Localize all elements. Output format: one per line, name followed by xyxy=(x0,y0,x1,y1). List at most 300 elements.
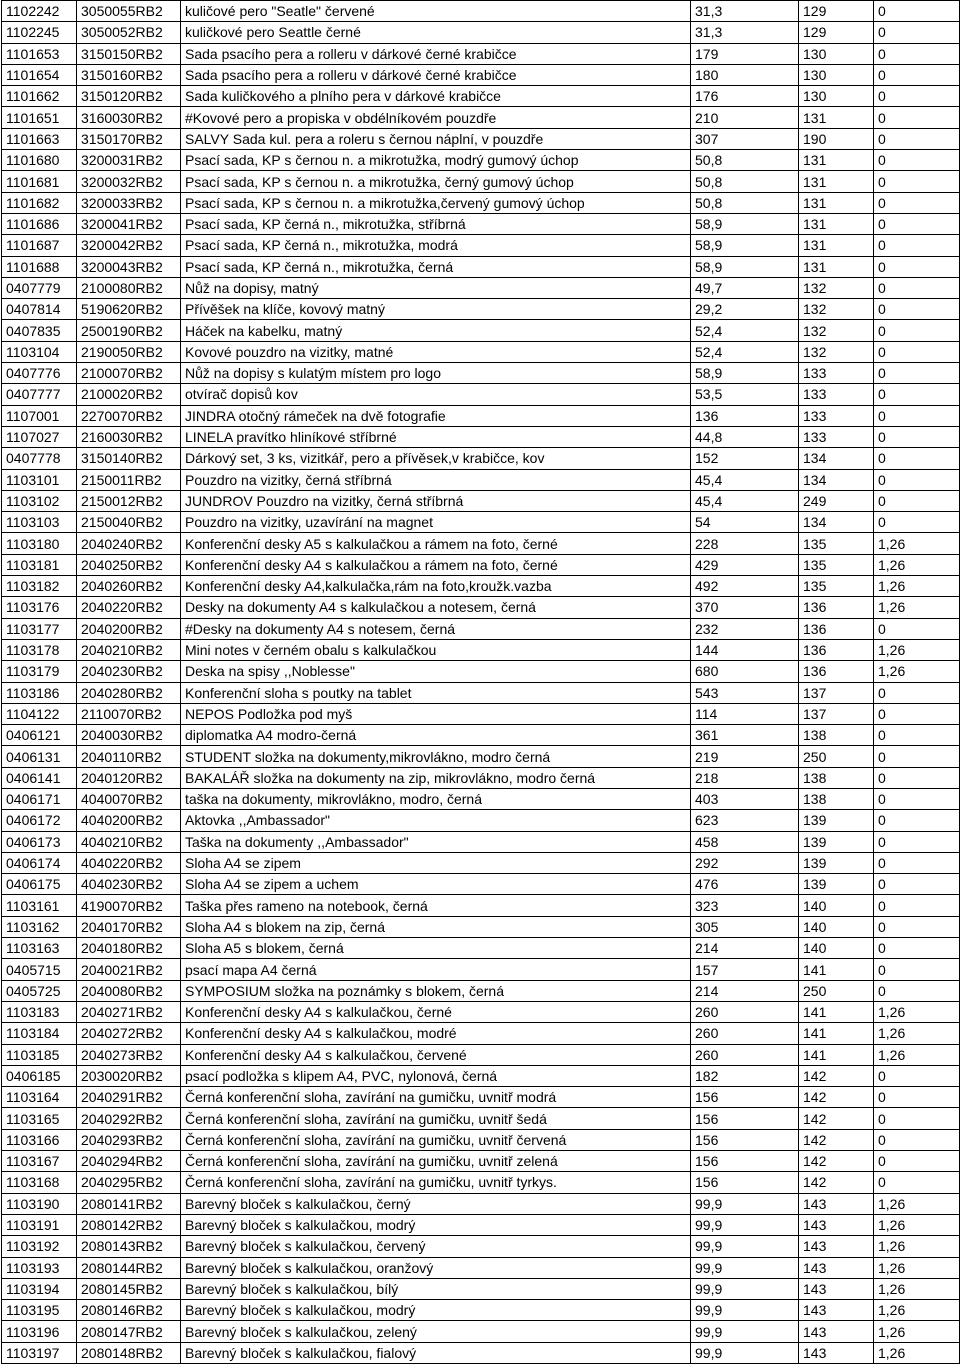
table-row xyxy=(2,810,960,831)
product-code-cell: 4040070RB2 xyxy=(77,788,181,809)
description-cell: Sada psacího pera a rolleru v dárkové černé krabičce xyxy=(181,64,691,85)
price-cell: 152 xyxy=(691,448,799,469)
item-number-cell: 1103186 xyxy=(2,682,77,703)
product-code-cell: 2040291RB2 xyxy=(77,1087,181,1108)
product-code-cell: 2030020RB2 xyxy=(77,1065,181,1086)
table-row xyxy=(2,1001,960,1022)
page-cell: 143 xyxy=(799,1193,874,1214)
fee-cell: 0 xyxy=(874,256,960,277)
description-cell: SYMPOSIUM složka na poznámky s blokem, černá xyxy=(181,980,691,1001)
item-number-cell: 0407776 xyxy=(2,363,77,384)
table-row xyxy=(2,363,960,384)
product-code-cell: 2040273RB2 xyxy=(77,1044,181,1065)
table-row xyxy=(2,959,960,980)
price-cell: 136 xyxy=(691,405,799,426)
description-cell: psací podložka s klipem A4, PVC, nylonová, černá xyxy=(181,1065,691,1086)
fee-cell: 0 xyxy=(874,192,960,213)
table-row xyxy=(2,256,960,277)
page-cell: 137 xyxy=(799,682,874,703)
page-cell: 130 xyxy=(799,86,874,107)
fee-cell: 0 xyxy=(874,938,960,959)
product-code-cell: 2270070RB2 xyxy=(77,405,181,426)
product-code-cell: 2040180RB2 xyxy=(77,938,181,959)
fee-cell: 1,26 xyxy=(874,533,960,554)
item-number-cell: 1101663 xyxy=(2,128,77,149)
price-cell: 543 xyxy=(691,682,799,703)
fee-cell: 1,26 xyxy=(874,554,960,575)
page-cell: 143 xyxy=(799,1257,874,1278)
fee-cell: 0 xyxy=(874,980,960,1001)
price-cell: 370 xyxy=(691,597,799,618)
item-number-cell: 0406175 xyxy=(2,874,77,895)
description-cell: JINDRA otočný rámeček na dvě fotografie xyxy=(181,405,691,426)
product-code-cell: 3200042RB2 xyxy=(77,235,181,256)
table-row xyxy=(2,767,960,788)
product-code-cell: 2080147RB2 xyxy=(77,1321,181,1342)
price-cell: 99,9 xyxy=(691,1214,799,1235)
page-cell: 249 xyxy=(799,490,874,511)
item-number-cell: 1103164 xyxy=(2,1087,77,1108)
table-row xyxy=(2,980,960,1001)
product-code-cell: 3200043RB2 xyxy=(77,256,181,277)
page-cell: 142 xyxy=(799,1108,874,1129)
page-cell: 138 xyxy=(799,788,874,809)
description-cell: Barevný bloček s kalkulačkou, modrý xyxy=(181,1300,691,1321)
table-row xyxy=(2,746,960,767)
table-row xyxy=(2,554,960,575)
price-cell: 403 xyxy=(691,788,799,809)
price-cell: 31,3 xyxy=(691,22,799,43)
item-number-cell: 1103179 xyxy=(2,661,77,682)
item-number-cell: 1103190 xyxy=(2,1193,77,1214)
product-code-cell: 2040170RB2 xyxy=(77,916,181,937)
description-cell: Dárkový set, 3 ks, vizitkář, pero a přívěsek,v krabičce, kov xyxy=(181,448,691,469)
item-number-cell: 1101682 xyxy=(2,192,77,213)
page-cell: 142 xyxy=(799,1087,874,1108)
item-number-cell: 1103163 xyxy=(2,938,77,959)
description-cell: Barevný bloček s kalkulačkou, oranžový xyxy=(181,1257,691,1278)
item-number-cell: 1103192 xyxy=(2,1236,77,1257)
item-number-cell: 1102245 xyxy=(2,22,77,43)
fee-cell: 0 xyxy=(874,852,960,873)
product-code-cell: 3200032RB2 xyxy=(77,171,181,192)
table-row xyxy=(2,107,960,128)
price-cell: 260 xyxy=(691,1044,799,1065)
fee-cell: 0 xyxy=(874,1,960,22)
page-cell: 137 xyxy=(799,703,874,724)
product-code-cell: 3200041RB2 xyxy=(77,213,181,234)
table-row xyxy=(2,341,960,362)
item-number-cell: 0406172 xyxy=(2,810,77,831)
page-cell: 142 xyxy=(799,1172,874,1193)
price-cell: 44,8 xyxy=(691,426,799,447)
page-cell: 141 xyxy=(799,1044,874,1065)
table-row xyxy=(2,831,960,852)
description-cell: Konferenční sloha s poutky na tablet xyxy=(181,682,691,703)
product-code-cell: 2040272RB2 xyxy=(77,1023,181,1044)
page-cell: 190 xyxy=(799,128,874,149)
product-code-cell: 2040030RB2 xyxy=(77,725,181,746)
price-cell: 210 xyxy=(691,107,799,128)
fee-cell: 0 xyxy=(874,512,960,533)
table-row xyxy=(2,682,960,703)
product-code-cell: 2080142RB2 xyxy=(77,1214,181,1235)
fee-cell: 1,26 xyxy=(874,661,960,682)
description-cell: SALVY Sada kul. pera a roleru s černou náplní, v pouzdře xyxy=(181,128,691,149)
item-number-cell: 1107027 xyxy=(2,426,77,447)
price-cell: 99,9 xyxy=(691,1236,799,1257)
table-row xyxy=(2,1300,960,1321)
table-row xyxy=(2,661,960,682)
product-code-cell: 2040260RB2 xyxy=(77,576,181,597)
description-cell: Taška přes rameno na notebook, černá xyxy=(181,895,691,916)
page-cell: 133 xyxy=(799,384,874,405)
table-row xyxy=(2,1214,960,1235)
price-cell: 180 xyxy=(691,64,799,85)
table-row xyxy=(2,1321,960,1342)
fee-cell: 0 xyxy=(874,746,960,767)
fee-cell: 0 xyxy=(874,299,960,320)
item-number-cell: 1101653 xyxy=(2,43,77,64)
item-number-cell: 1103196 xyxy=(2,1321,77,1342)
price-cell: 458 xyxy=(691,831,799,852)
table-row xyxy=(2,1257,960,1278)
item-number-cell: 1104122 xyxy=(2,703,77,724)
item-number-cell: 1101681 xyxy=(2,171,77,192)
product-code-cell: 2080145RB2 xyxy=(77,1278,181,1299)
description-cell: diplomatka A4 modro-černá xyxy=(181,725,691,746)
price-cell: 99,9 xyxy=(691,1342,799,1363)
item-number-cell: 1103103 xyxy=(2,512,77,533)
table-row xyxy=(2,235,960,256)
product-code-cell: 2040293RB2 xyxy=(77,1129,181,1150)
table-row xyxy=(2,150,960,171)
price-cell: 45,4 xyxy=(691,490,799,511)
description-cell: Nůž na dopisy, matný xyxy=(181,277,691,298)
table-row xyxy=(2,576,960,597)
page-cell: 143 xyxy=(799,1321,874,1342)
page-cell: 142 xyxy=(799,1151,874,1172)
product-code-cell: 2040110RB2 xyxy=(77,746,181,767)
page-cell: 131 xyxy=(799,213,874,234)
page-cell: 143 xyxy=(799,1214,874,1235)
product-code-cell: 3200031RB2 xyxy=(77,150,181,171)
table-row xyxy=(2,895,960,916)
item-number-cell: 1101651 xyxy=(2,107,77,128)
item-number-cell: 0407778 xyxy=(2,448,77,469)
fee-cell: 0 xyxy=(874,341,960,362)
description-cell: Sada psacího pera a rolleru v dárkové černé krabičce xyxy=(181,43,691,64)
description-cell: Desky na dokumenty A4 s kalkulačkou a notesem, černá xyxy=(181,597,691,618)
table-row xyxy=(2,22,960,43)
product-code-cell: 2190050RB2 xyxy=(77,341,181,362)
page-cell: 132 xyxy=(799,277,874,298)
product-code-cell: 2080148RB2 xyxy=(77,1342,181,1363)
product-code-cell: 2040294RB2 xyxy=(77,1151,181,1172)
fee-cell: 0 xyxy=(874,320,960,341)
fee-cell: 0 xyxy=(874,426,960,447)
product-code-cell: 2150012RB2 xyxy=(77,490,181,511)
description-cell: Psací sada, KP s černou n. a mikrotužka, modrý gumový úchop xyxy=(181,150,691,171)
page-cell: 139 xyxy=(799,852,874,873)
price-cell: 54 xyxy=(691,512,799,533)
page-cell: 140 xyxy=(799,916,874,937)
description-cell: kuličkové pero Seattle černé xyxy=(181,22,691,43)
price-cell: 680 xyxy=(691,661,799,682)
product-code-cell: 2040080RB2 xyxy=(77,980,181,1001)
description-cell: Konferenční desky A4,kalkulačka,rám na foto,kroužk.vazba xyxy=(181,576,691,597)
fee-cell: 0 xyxy=(874,725,960,746)
page-cell: 139 xyxy=(799,874,874,895)
item-number-cell: 1103168 xyxy=(2,1172,77,1193)
description-cell: Kovové pouzdro na vizitky, matné xyxy=(181,341,691,362)
fee-cell: 0 xyxy=(874,235,960,256)
description-cell: Barevný bloček s kalkulačkou, fialový xyxy=(181,1342,691,1363)
price-cell: 99,9 xyxy=(691,1321,799,1342)
page-cell: 134 xyxy=(799,448,874,469)
product-code-cell: 3150160RB2 xyxy=(77,64,181,85)
description-cell: otvírač dopisů kov xyxy=(181,384,691,405)
description-cell: #Kovové pero a propiska v obdélníkovém pouzdře xyxy=(181,107,691,128)
price-cell: 156 xyxy=(691,1108,799,1129)
fee-cell: 0 xyxy=(874,831,960,852)
page-cell: 131 xyxy=(799,235,874,256)
price-list-body xyxy=(2,1,960,1364)
description-cell: Černá konferenční sloha, zavírání na gumičku, uvnitř tyrkys. xyxy=(181,1172,691,1193)
fee-cell: 0 xyxy=(874,213,960,234)
price-cell: 179 xyxy=(691,43,799,64)
description-cell: Nůž na dopisy s kulatým místem pro logo xyxy=(181,363,691,384)
fee-cell: 1,26 xyxy=(874,576,960,597)
fee-cell: 0 xyxy=(874,1108,960,1129)
fee-cell: 0 xyxy=(874,1172,960,1193)
item-number-cell: 0407777 xyxy=(2,384,77,405)
price-cell: 214 xyxy=(691,980,799,1001)
table-row xyxy=(2,171,960,192)
item-number-cell: 0406173 xyxy=(2,831,77,852)
item-number-cell: 1103167 xyxy=(2,1151,77,1172)
product-code-cell: 2040230RB2 xyxy=(77,661,181,682)
page-cell: 141 xyxy=(799,1023,874,1044)
page-cell: 133 xyxy=(799,426,874,447)
description-cell: Psací sada, KP černá n., mikrotužka, modrá xyxy=(181,235,691,256)
fee-cell: 1,26 xyxy=(874,1193,960,1214)
fee-cell: 0 xyxy=(874,22,960,43)
price-cell: 228 xyxy=(691,533,799,554)
page-cell: 138 xyxy=(799,767,874,788)
item-number-cell: 1101688 xyxy=(2,256,77,277)
item-number-cell: 1101662 xyxy=(2,86,77,107)
price-cell: 144 xyxy=(691,639,799,660)
product-code-cell: 3050052RB2 xyxy=(77,22,181,43)
fee-cell: 0 xyxy=(874,1065,960,1086)
fee-cell: 0 xyxy=(874,107,960,128)
fee-cell: 0 xyxy=(874,1129,960,1150)
fee-cell: 0 xyxy=(874,1087,960,1108)
item-number-cell: 1103177 xyxy=(2,618,77,639)
table-row xyxy=(2,1236,960,1257)
fee-cell: 0 xyxy=(874,682,960,703)
item-number-cell: 1103181 xyxy=(2,554,77,575)
item-number-cell: 1103161 xyxy=(2,895,77,916)
description-cell: BAKALÁŘ složka na dokumenty na zip, mikrovlákno, modro černá xyxy=(181,767,691,788)
fee-cell: 0 xyxy=(874,405,960,426)
page-cell: 250 xyxy=(799,746,874,767)
item-number-cell: 1103162 xyxy=(2,916,77,937)
description-cell: Barevný bloček s kalkulačkou, zelený xyxy=(181,1321,691,1342)
fee-cell: 0 xyxy=(874,448,960,469)
item-number-cell: 1103101 xyxy=(2,469,77,490)
description-cell: Psací sada, KP černá n., mikrotužka, černá xyxy=(181,256,691,277)
item-number-cell: 1103185 xyxy=(2,1044,77,1065)
page-cell: 140 xyxy=(799,895,874,916)
page-cell: 129 xyxy=(799,22,874,43)
description-cell: Černá konferenční sloha, zavírání na gumičku, uvnitř červená xyxy=(181,1129,691,1150)
page-cell: 132 xyxy=(799,320,874,341)
price-cell: 99,9 xyxy=(691,1278,799,1299)
fee-cell: 0 xyxy=(874,384,960,405)
page-cell: 133 xyxy=(799,363,874,384)
table-row xyxy=(2,874,960,895)
description-cell: Sloha A4 se zipem a uchem xyxy=(181,874,691,895)
fee-cell: 0 xyxy=(874,895,960,916)
description-cell: STUDENT složka na dokumenty,mikrovlákno, modro černá xyxy=(181,746,691,767)
description-cell: Barevný bloček s kalkulačkou, černý xyxy=(181,1193,691,1214)
page-cell: 131 xyxy=(799,171,874,192)
fee-cell: 0 xyxy=(874,703,960,724)
price-cell: 45,4 xyxy=(691,469,799,490)
page-cell: 136 xyxy=(799,618,874,639)
price-cell: 157 xyxy=(691,959,799,980)
description-cell: Barevný bloček s kalkulačkou, modrý xyxy=(181,1214,691,1235)
table-row xyxy=(2,128,960,149)
page-cell: 250 xyxy=(799,980,874,1001)
item-number-cell: 0407835 xyxy=(2,320,77,341)
page-cell: 133 xyxy=(799,405,874,426)
description-cell: NEPOS Podložka pod myš xyxy=(181,703,691,724)
price-cell: 156 xyxy=(691,1087,799,1108)
page-cell: 143 xyxy=(799,1300,874,1321)
page-cell: 129 xyxy=(799,1,874,22)
table-row xyxy=(2,1044,960,1065)
product-code-cell: 2040200RB2 xyxy=(77,618,181,639)
product-code-cell: 4040210RB2 xyxy=(77,831,181,852)
fee-cell: 1,26 xyxy=(874,1044,960,1065)
fee-cell: 0 xyxy=(874,618,960,639)
item-number-cell: 0406185 xyxy=(2,1065,77,1086)
table-row xyxy=(2,448,960,469)
table-row xyxy=(2,618,960,639)
product-code-cell: 2040295RB2 xyxy=(77,1172,181,1193)
item-number-cell: 1101687 xyxy=(2,235,77,256)
page-cell: 131 xyxy=(799,192,874,213)
table-row xyxy=(2,1,960,22)
fee-cell: 0 xyxy=(874,64,960,85)
fee-cell: 0 xyxy=(874,171,960,192)
item-number-cell: 1103178 xyxy=(2,639,77,660)
price-list-table xyxy=(1,0,960,1364)
product-code-cell: 3050055RB2 xyxy=(77,1,181,22)
table-row xyxy=(2,852,960,873)
price-cell: 49,7 xyxy=(691,277,799,298)
description-cell: Pouzdro na vizitky, uzavírání na magnet xyxy=(181,512,691,533)
product-code-cell: 4040200RB2 xyxy=(77,810,181,831)
price-cell: 58,9 xyxy=(691,363,799,384)
description-cell: JUNDROV Pouzdro na vizitky, černá stříbrná xyxy=(181,490,691,511)
table-row xyxy=(2,1193,960,1214)
description-cell: Pouzdro na vizitky, černá stříbrná xyxy=(181,469,691,490)
table-row xyxy=(2,725,960,746)
table-row xyxy=(2,277,960,298)
product-code-cell: 2110070RB2 xyxy=(77,703,181,724)
fee-cell: 1,26 xyxy=(874,1236,960,1257)
product-code-cell: 3150120RB2 xyxy=(77,86,181,107)
table-row xyxy=(2,916,960,937)
description-cell: taška na dokumenty, mikrovlákno, modro, černá xyxy=(181,788,691,809)
description-cell: Taška na dokumenty ,,Ambassador" xyxy=(181,831,691,852)
page-cell: 136 xyxy=(799,639,874,660)
item-number-cell: 1101686 xyxy=(2,213,77,234)
product-code-cell: 3150150RB2 xyxy=(77,43,181,64)
description-cell: Konferenční desky A4 s kalkulačkou a rámem na foto, černé xyxy=(181,554,691,575)
table-row xyxy=(2,426,960,447)
table-row xyxy=(2,384,960,405)
product-code-cell: 3150170RB2 xyxy=(77,128,181,149)
product-code-cell: 3200033RB2 xyxy=(77,192,181,213)
item-number-cell: 0406121 xyxy=(2,725,77,746)
page-cell: 141 xyxy=(799,959,874,980)
item-number-cell: 0405725 xyxy=(2,980,77,1001)
page-cell: 142 xyxy=(799,1065,874,1086)
price-cell: 218 xyxy=(691,767,799,788)
description-cell: Sada kuličkového a plního pera v dárkové krabičce xyxy=(181,86,691,107)
price-cell: 52,4 xyxy=(691,341,799,362)
product-code-cell: 5190620RB2 xyxy=(77,299,181,320)
item-number-cell: 1103176 xyxy=(2,597,77,618)
table-row xyxy=(2,1278,960,1299)
description-cell: Sloha A5 s blokem, černá xyxy=(181,938,691,959)
table-row xyxy=(2,788,960,809)
item-number-cell: 0407779 xyxy=(2,277,77,298)
item-number-cell: 0407814 xyxy=(2,299,77,320)
price-cell: 50,8 xyxy=(691,150,799,171)
page-cell: 143 xyxy=(799,1236,874,1257)
description-cell: Černá konferenční sloha, zavírání na gumičku, uvnitř zelená xyxy=(181,1151,691,1172)
item-number-cell: 1103191 xyxy=(2,1214,77,1235)
fee-cell: 1,26 xyxy=(874,1257,960,1278)
fee-cell: 0 xyxy=(874,490,960,511)
table-row xyxy=(2,405,960,426)
item-number-cell: 1107001 xyxy=(2,405,77,426)
price-cell: 99,9 xyxy=(691,1300,799,1321)
page-cell: 134 xyxy=(799,512,874,533)
fee-cell: 0 xyxy=(874,86,960,107)
price-cell: 260 xyxy=(691,1001,799,1022)
description-cell: Psací sada, KP s černou n. a mikrotužka, černý gumový úchop xyxy=(181,171,691,192)
price-cell: 114 xyxy=(691,703,799,724)
description-cell: Černá konferenční sloha, zavírání na gumičku, uvnitř modrá xyxy=(181,1087,691,1108)
price-cell: 29,2 xyxy=(691,299,799,320)
price-cell: 58,9 xyxy=(691,235,799,256)
item-number-cell: 1103193 xyxy=(2,1257,77,1278)
page-cell: 135 xyxy=(799,533,874,554)
product-code-cell: 4040230RB2 xyxy=(77,874,181,895)
item-number-cell: 0406141 xyxy=(2,767,77,788)
price-cell: 219 xyxy=(691,746,799,767)
price-cell: 99,9 xyxy=(691,1193,799,1214)
description-cell: Sloha A4 s blokem na zip, černá xyxy=(181,916,691,937)
table-row xyxy=(2,1151,960,1172)
